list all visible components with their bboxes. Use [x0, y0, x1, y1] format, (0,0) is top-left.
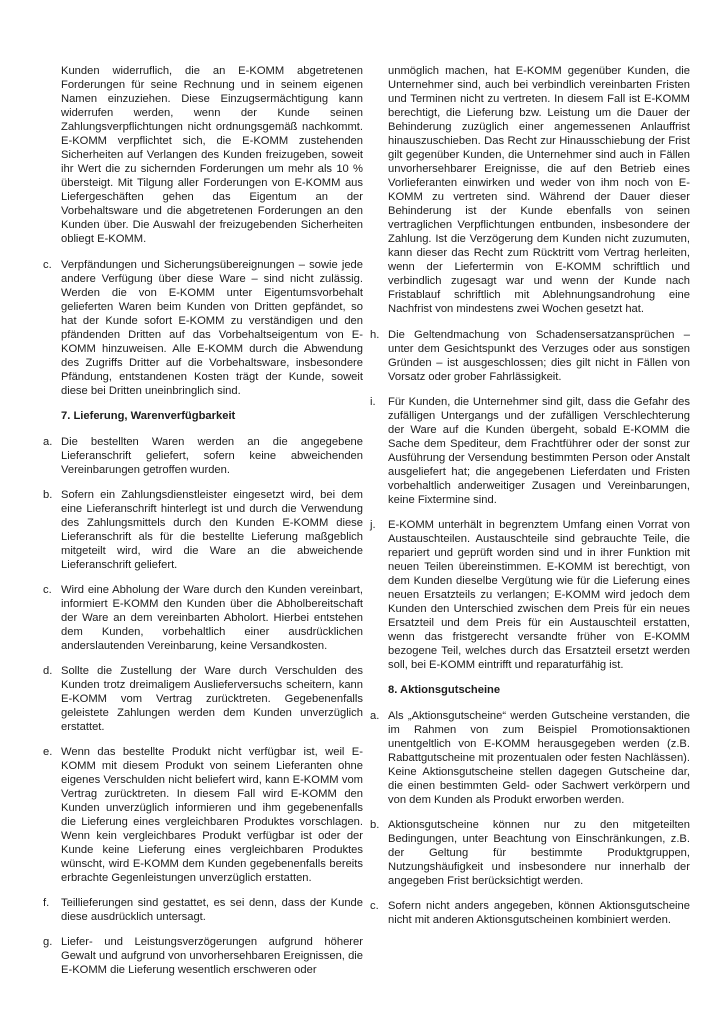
continuation-paragraph: unmöglich machen, hat E-KOMM gegenüber Kunden, die Unternehmer sind, auch bei verbindlich vereinbarten Fristen und Terminen nicht zu vertreten. In diesem Fall ist E-KOMM berechtigt, die Lieferung bzw. Leistung um die Dauer der Behinderung zuzüglich einer angemessenen Anlauffrist hinauszuschieben. Das Recht zur Hinausschiebung der Frist gilt gegenüber Kunden, die Unternehmer sind auch in Fällen unvorhersehbarer Ereignisse, die auf den Betrieb eines Vorlieferanten einwirken und weder von ihm noch von E-KOMM zu vertreten sind. Während der Dauer dieser Behinderung ist der Kunde ebenfalls von seinen vertraglichen Verpflichtungen entbunden, insbesondere der Zahlung. Ist die Verzögerung dem Kunden nicht zuzumuten, kann dieser das Recht zum Rücktritt vom Vertrag herleiten, wenn der Liefertermin von E-KOMM schriftlich und verbindlich zugesagt war und wenn der Kunde nach Fristablauf schriftlich mit Ablehnungsandrohung eine Nachfrist von mindestens zwei Wochen gesetzt hat. — [388, 65, 690, 315]
list-item-7f — [43, 896, 363, 924]
list-marker: c. — [43, 259, 52, 271]
list-item-8b — [370, 818, 690, 888]
list-marker: c. — [43, 584, 52, 596]
list-item-7b — [43, 488, 363, 572]
list-item-text: Sofern ein Zahlungsdienstleister eingesetzt wird, bei dem eine Lieferanschrift hinterlegt ist und durch die Verwendung des Zahlungsmittels durch den Kunden E-KOMM diese Lieferanschrift als für die bestellte Lieferung maßgeblich mitgeteilt wird, wird die Ware an die abweichende Lieferanschrift geliefert. — [61, 489, 363, 571]
list-marker: b. — [370, 819, 380, 831]
list-marker: h. — [370, 329, 380, 341]
list-item-text: Als „Aktionsgutscheine“ werden Gutscheine verstanden, die im Rahmen von zum Beispiel Promotionsaktionen unentgeltlich von E-KOMM herausgegeben werden (z.B. Rabattgutscheine mit prozentualen oder festen Nachlässen). Keine Aktionsgutscheine stellen dagegen Gutscheine dar, die einen bestimmten Geld- oder Sachwert verkörpern und von dem Kunden als Produkt erworben werden. — [388, 710, 690, 806]
list-item-text: Sollte die Zustellung der Ware durch Verschulden des Kunden trotz dreimaligem Auslieferversuchs scheitern, kann E-KOMM vom Vertrag zurücktreten. Gegebenenfalls geleistete Zahlungen werden dem Kunden unverzüglich erstattet. — [61, 665, 363, 733]
list-item-7d — [43, 664, 363, 734]
list-item-text: Teillieferungen sind gestattet, es sei denn, dass der Kunde diese ausdrücklich untersagt. — [61, 897, 363, 923]
list-marker: c. — [370, 900, 379, 912]
list-item-7j — [370, 518, 690, 672]
list-marker: d. — [43, 665, 53, 677]
list-marker: a. — [43, 436, 53, 448]
list-marker: b. — [43, 489, 53, 501]
list-item-text: Liefer- und Leistungsverzögerungen aufgrund höherer Gewalt und aufgrund von unvorhersehbaren Ereignissen, die E-KOMM die Lieferung wesentlich erschweren oder — [61, 936, 363, 976]
list-marker: a. — [370, 710, 380, 722]
list-item-8c — [370, 899, 690, 927]
list-marker: e. — [43, 746, 53, 758]
continuation-paragraph: Kunden widerruflich, die an E-KOMM abgetretenen Forderungen für seine Rechnung und in seinem eigenen Namen einzuziehen. Diese Einzugsermächtigung kann widerrufen werden, wenn der Kunde seinen Zahlungsverpflichtungen nicht ordnungsgemäß nachkommt. E-KOMM verpflichtet sich, die E-KOMM zustehenden Sicherheiten auf Verlangen des Kunden freizugeben, soweit ihr Wert die zu sichernden Forderungen um mehr als 10 % übersteigt. Mit Tilgung aller Forderungen von E-KOMM aus Liefergeschäften gehen das Eigentum an der Vorbehaltsware und die abgetretenen Forderungen an den Kunden über. Die Auswahl der freizugebenden Sicherheiten obliegt E-KOMM. — [61, 65, 363, 245]
list-marker: i. — [370, 396, 376, 408]
right-column — [370, 64, 690, 938]
list-marker: f. — [43, 897, 50, 909]
list-item-7a — [43, 435, 363, 477]
list-item-text: Wird eine Abholung der Ware durch den Kunden vereinbart, informiert E-KOMM den Kunden über die Abholbereitschaft der Ware an dem vereinbarten Abholort. Hierbei entstehen dem Kunden, vorbehaltlich einer ausdrücklichen anderslautenden Vereinbarung, keine Versandkosten. — [61, 584, 363, 652]
list-item-text: E-KOMM unterhält in begrenztem Umfang einen Vorrat von Austauschteilen. Austauschteile sind gebrauchte Teile, die repariert und geprüft worden sind und in ihrer Funktion mit neuen Teilen übereinstimmen. E-KOMM ist berechtigt, von dem Kunden dieselbe Vergütung wie für die Lieferung eines neuen Ersatzteils zu verlangen; E-KOMM wird jedoch dem Kunden den Unterschied zwischen dem Preis für ein neues Ersatzteil und dem Preis für ein Austauschteil erstatten, wenn das fristgerecht versandte früher von E-KOMM bezogene Teil, welches durch das Ersatzteil ersetzt werden soll, bei E-KOMM eintrifft und reparaturfähig ist. — [388, 519, 690, 671]
list-item-7g — [43, 935, 363, 977]
list-item-7h — [370, 328, 690, 384]
list-item-7c — [43, 583, 363, 653]
list-marker: j. — [370, 519, 376, 531]
list-item-text: Sofern nicht anders angegeben, können Aktionsgutscheine nicht mit anderen Aktionsgutscheinen kombiniert werden. — [388, 900, 690, 926]
list-item-text: Wenn das bestellte Produkt nicht verfügbar ist, weil E-KOMM mit diesem Produkt von seinem Lieferanten ohne eigenes Verschulden nicht beliefert wird, kann E-KOMM vom Vertrag zurücktreten. In diesem Fall wird E-KOMM den Kunden unverzüglich informieren und ihm gegebenenfalls die Lieferung eines vergleichbaren Produktes vorschlagen. Wenn kein vergleichbares Produkt verfügbar ist oder der Kunde keine Lieferung eines vergleichbaren Produktes wünscht, wird E-KOMM dem Kunden gegebenenfalls bereits erbrachte Gegenleistungen unverzüglich erstatten. — [61, 746, 363, 884]
list-item-text: Für Kunden, die Unternehmer sind gilt, dass die Gefahr des zufälligen Untergangs und der zufälligen Verschlechterung der Ware auf die Kunden übergeht, sobald E-KOMM die Sache dem Spediteur, dem Frachtführer oder der sonst zur Ausführung der Versendung bestimmten Person oder Anstalt ausgeliefert hat; die angegebenen Lieferdaten und Fristen vorbehaltlich anderweitiger Zusagen und Vereinbarungen, keine Fixtermine sind. — [388, 396, 690, 506]
list-marker: g. — [43, 936, 53, 948]
list-item-text: Die bestellten Waren werden an die angegebene Lieferanschrift geliefert, sofern keine abweichenden Vereinbarungen getroffen wurden. — [61, 436, 363, 476]
list-item-text: Die Geltendmachung von Schadensersatzansprüchen – unter dem Gesichtspunkt des Verzuges oder aus sonstigen Gründen – ist ausgeschlossen; dies gilt nicht in Fällen von Vorsatz oder grober Fahrlässigkeit. — [388, 329, 690, 383]
list-item-6c — [43, 258, 363, 398]
section-heading-7: 7. Lieferung, Warenverfügbarkeit — [61, 410, 236, 422]
left-column — [43, 64, 363, 988]
section-heading-8: 8. Aktionsgutscheine — [388, 684, 501, 696]
list-item-text: Verpfändungen und Sicherungsübereignungen – sowie jede andere Verfügung über diese Ware – sind nicht zulässig. Werden die von E-KOMM unter Eigentumsvorbehalt gelieferten Waren beim Kunden von Dritten gepfändet, so hat der Kunde sofort E-KOMM zu verständigen und den pfändenden Dritten auf das Vorbehaltseigentum von E-KOMM hinzuweisen. Alle E-KOMM durch die Abwendung des Zugriffs Dritter auf die Vorbehaltsware, insbesondere Pfändung, entstandenen Kosten trägt der Kunde, soweit diese bei Dritten uneinbringlich sind. — [61, 259, 363, 397]
list-item-7i — [370, 395, 690, 507]
list-item-7e — [43, 745, 363, 885]
list-item-text: Aktionsgutscheine können nur zu den mitgeteilten Bedingungen, unter Beachtung von Einschränkungen, z.B. der Geltung für bestimmte Produktgruppen, Nutzungshäufigkeit und insbesondere nur innerhalb der angegeben Frist berücksichtigt werden. — [388, 819, 690, 887]
list-item-8a — [370, 709, 690, 807]
